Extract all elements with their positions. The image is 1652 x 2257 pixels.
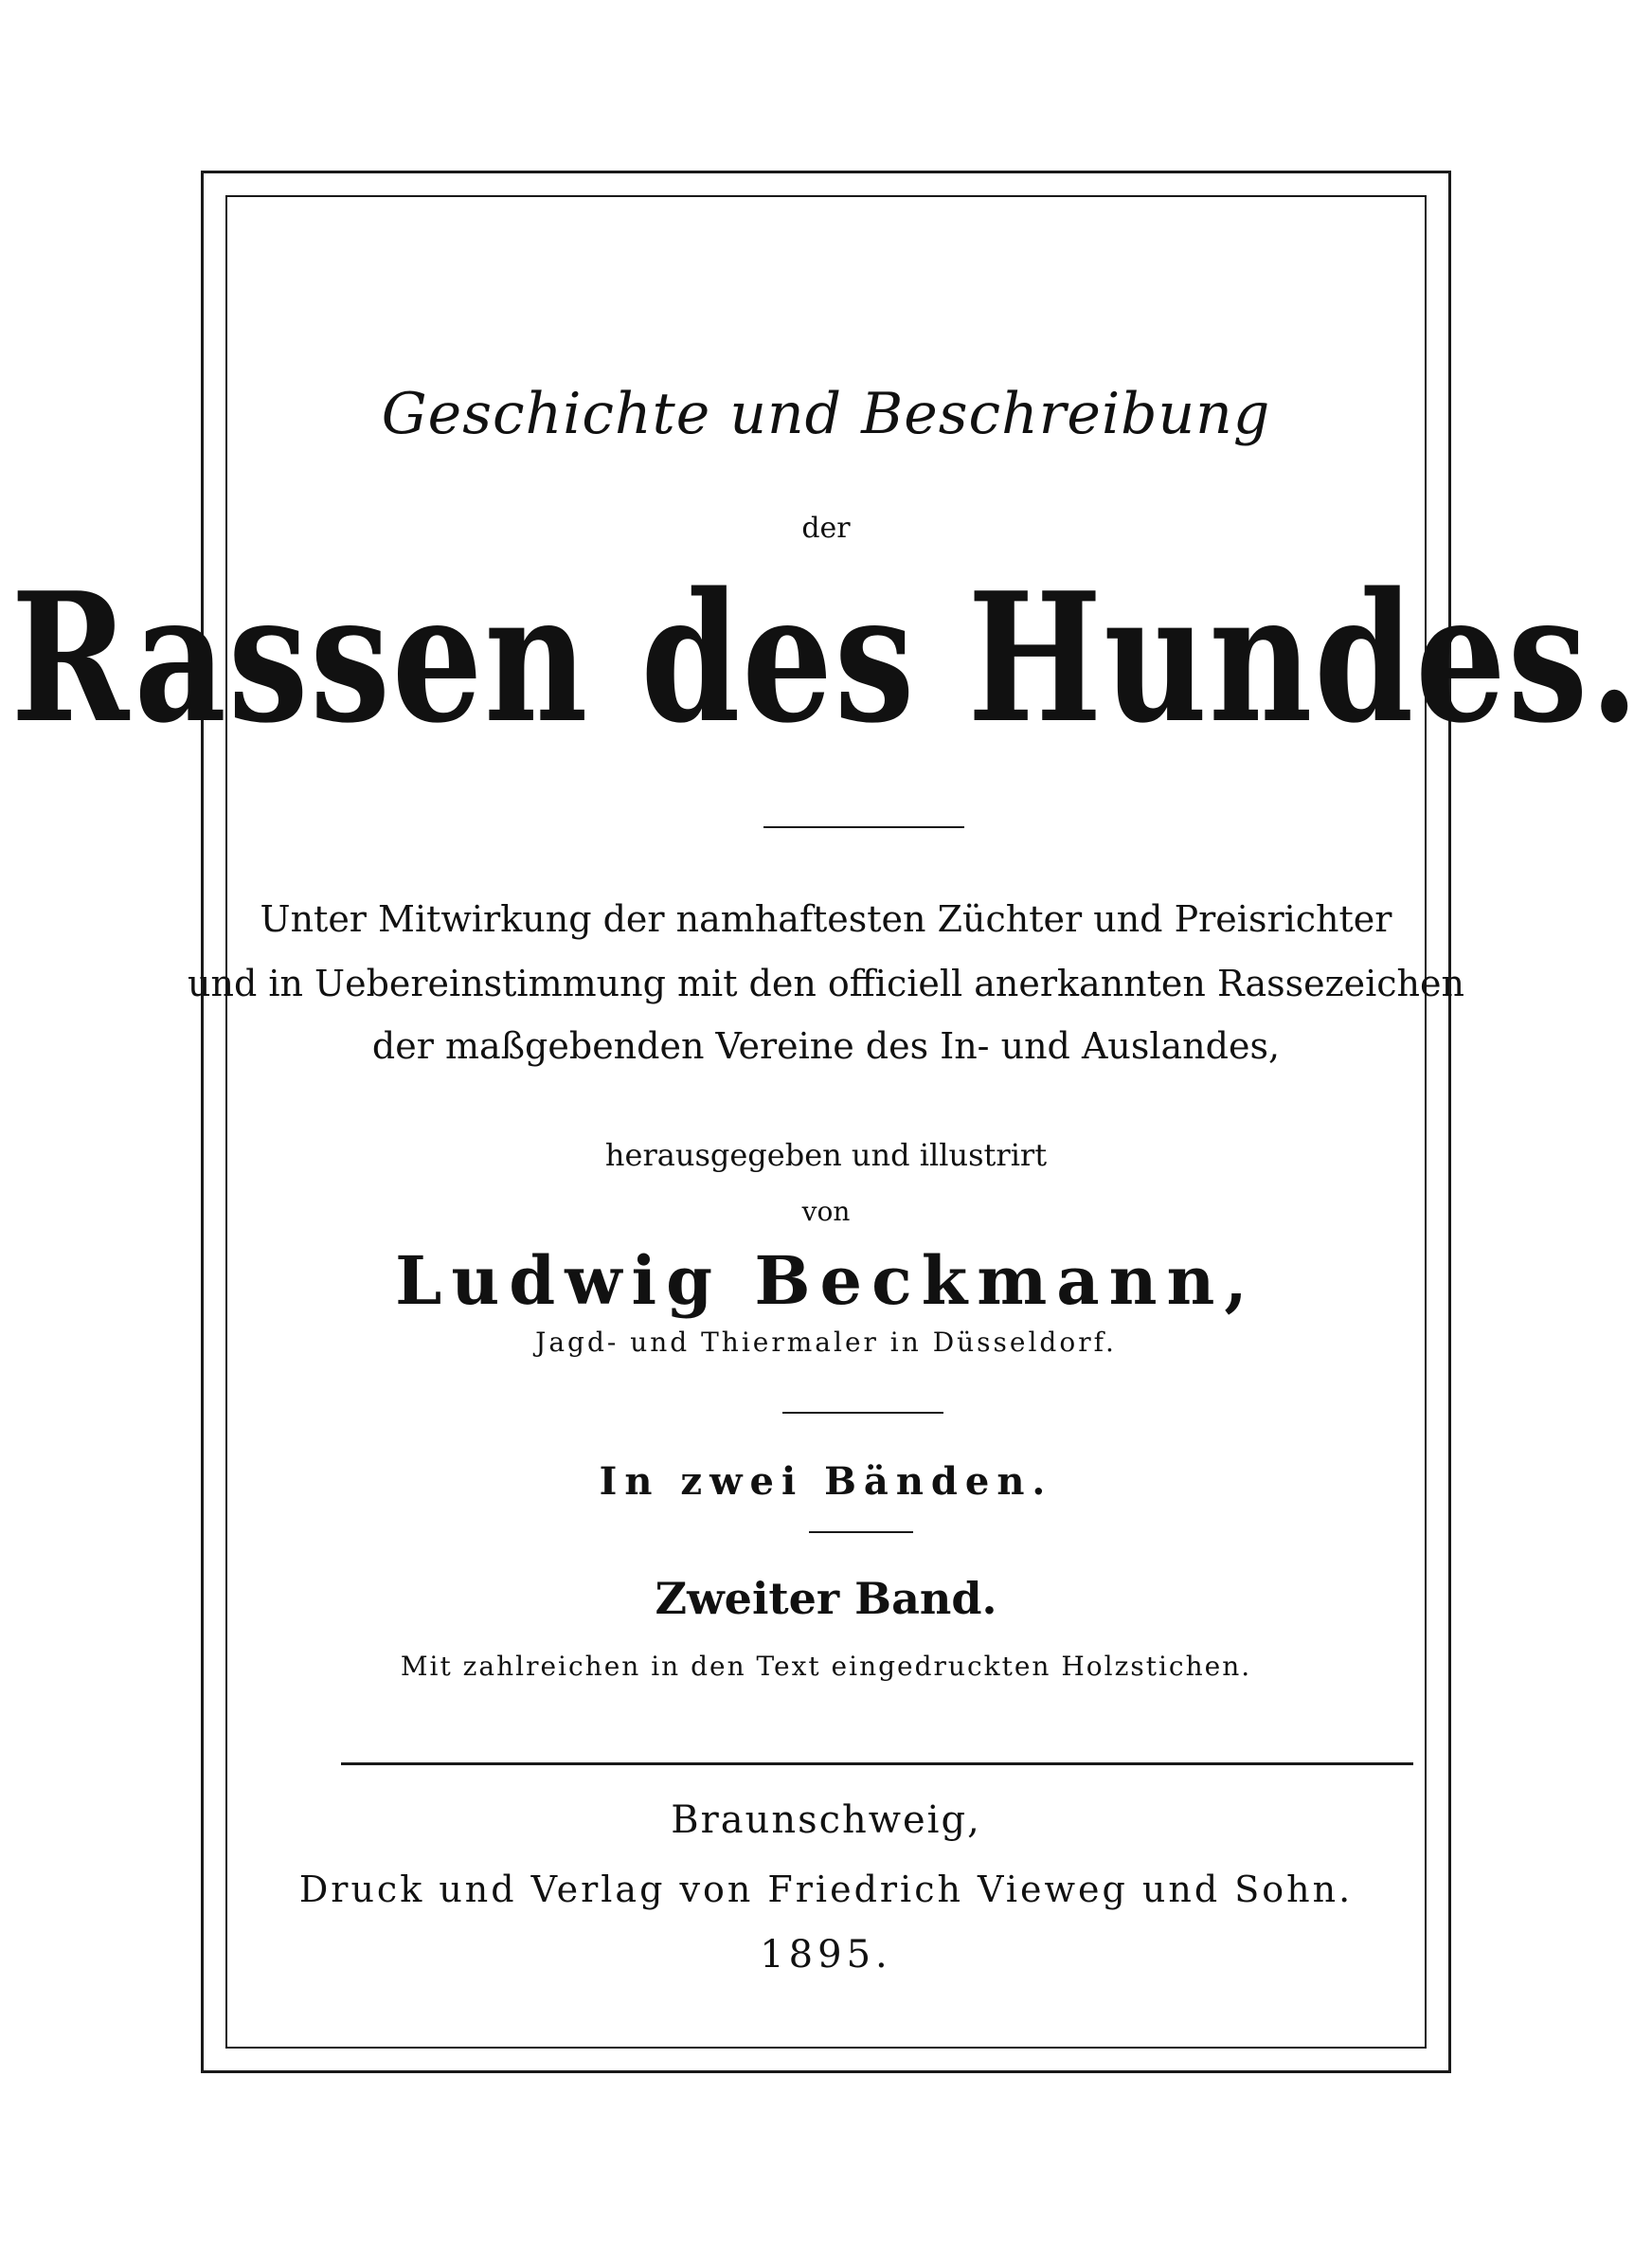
author-role: Jagd- und Thiermaler in Düsseldorf. <box>535 1327 1117 1358</box>
publisher-name: Druck und Verlag von Friedrich Vieweg und Sohn. <box>298 1869 1354 1910</box>
divider-rule-3 <box>809 1531 913 1533</box>
subtitle-line-2: und in Uebereinstimmung mit den officiell anerkannten Rassezeichen <box>188 963 1464 1004</box>
title-line-2: der <box>801 512 851 545</box>
von-line: von <box>801 1196 851 1227</box>
publication-year: 1895. <box>760 1933 892 1977</box>
author-name: Ludwig Beckmann, <box>395 1241 1257 1320</box>
publisher-city: Braunschweig, <box>671 1798 981 1842</box>
title-line-1: Geschichte und Beschreibung <box>381 381 1271 447</box>
subtitle-line-1: Unter Mitwirkung der namhaftesten Züchter und Preisrichter <box>260 898 1392 940</box>
illustrations-note: Mit zahlreichen in den Text eingedruckten Holzstichen. <box>400 1651 1252 1682</box>
subtitle-line-3: der maßgebenden Vereine des In- und Auslandes, <box>371 1025 1281 1067</box>
divider-rule-2 <box>782 1412 943 1414</box>
volumes-note: In zwei Bänden. <box>599 1459 1053 1504</box>
divider-rule-4 <box>341 1762 1413 1765</box>
editor-line: herausgegeben und illustrirt <box>604 1137 1048 1173</box>
divider-rule-1 <box>763 826 964 828</box>
main-title: Rassen des Hundes. <box>10 554 1642 763</box>
inner-border <box>225 195 1427 2049</box>
volume-label: Zweiter Band. <box>655 1573 997 1624</box>
